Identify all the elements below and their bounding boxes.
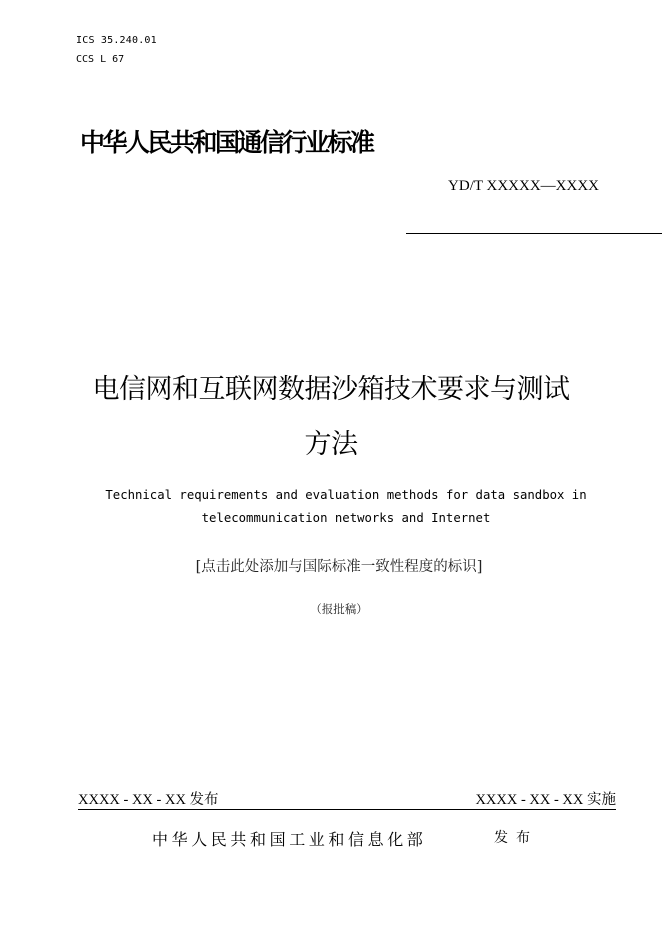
standard-number: YD/T XXXXX—XXXX bbox=[448, 178, 599, 194]
issuing-ministry: 中华人民共和国工业和信息化部 bbox=[152, 830, 427, 849]
publish-date: XXXX - XX - XX 发布 bbox=[78, 792, 219, 808]
header-divider bbox=[406, 233, 662, 234]
draft-status: （报批稿） bbox=[310, 602, 368, 616]
industry-standard-title: 中华人民共和国通信行业标准 bbox=[80, 128, 373, 157]
ccs-code: CCS L 67 bbox=[76, 54, 125, 65]
document-title-line-2: 方法 bbox=[304, 429, 358, 460]
issue-label: 发布 bbox=[494, 830, 538, 846]
footer-divider bbox=[78, 809, 616, 810]
consistency-note[interactable]: [点击此处添加与国际标准一致性程度的标识] bbox=[195, 559, 483, 575]
implement-date: XXXX - XX - XX 实施 bbox=[475, 792, 616, 808]
english-title-line-2: telecommunication networks and Internet bbox=[201, 511, 491, 525]
document-title-line-1: 电信网和互联网数据沙箱技术要求与测试 bbox=[92, 374, 570, 405]
english-title-line-1: Technical requirements and evaluation methods for data sandbox in bbox=[105, 488, 587, 502]
ics-code: ICS 35.240.01 bbox=[76, 35, 157, 46]
